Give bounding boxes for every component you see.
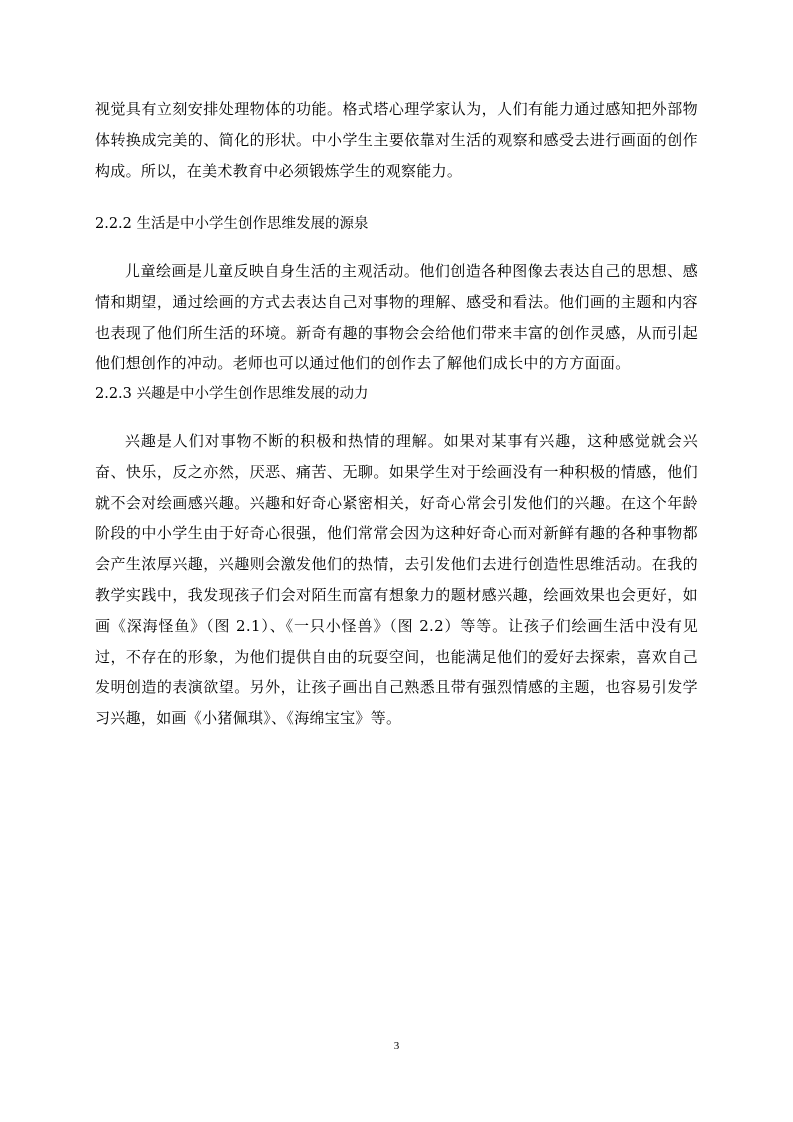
page-number: 3 [393, 1040, 400, 1052]
body-paragraph: 视觉具有立刻安排处理物体的功能。格式塔心理学家认为，人们有能力通过感知把外部物体转换成完美的、简化的形状。中小学生主要依靠对生活的观察和感受去进行画面的创作构成。所以，在美术教育中必须锻炼学生的观察能力。 [95, 100, 698, 180]
body-paragraph: 儿童绘画是儿童反映自身生活的主观活动。他们创造各种图像去表达自己的思想、感情和期望，通过绘画的方式去表达自己对事物的理解、感受和看法。他们画的主题和内容也表现了他们所生活的环境。新奇有趣的事物会会给他们带来丰富的创作灵感，从而引起他们想创作的冲动。老师也可以通过他们的创作去了解他们成长中的方方面面。 [95, 262, 698, 373]
body-paragraph: 兴趣是人们对事物不断的积极和热情的理解。如果对某事有兴趣，这种感觉就会兴奋、快乐，反之亦然，厌恶、痛苦、无聊。如果学生对于绘画没有一种积极的情感，他们就不会对绘画感兴趣。兴趣和好奇心紧密相关，好奇心常会引发他们的兴趣。在这个年龄阶段的中小学生由于好奇心很强，他们常常会因为这种好奇心而对新鲜有趣的各种事物都会产生浓厚兴趣，兴趣则会激发他们的热情，去引发他们去进行创造性思维活动。在我的教学实践中，我发现孩子们会对陌生而富有想象力的题材感兴趣，绘画效果也会更好，如画《深海怪鱼》（图 2.1）、《一只小怪兽》（图 2.2）等等。让孩子们绘画生活中没有见过，不存在的形象，为他们提供自由的玩耍空间，也能满足他们的爱好去探索，喜欢自己发明创造的表演欲望。另外，让孩子画出自己熟悉且带有强烈情感的主题，也容易引发学习兴趣，如画《小猪佩琪》、《海绵宝宝》等。 [95, 432, 698, 728]
section-heading-2-2-3: 2.2.3 兴趣是中小学生创作思维发展的动力 [95, 386, 369, 402]
section-heading-2-2-2: 2.2.2 生活是中小学生创作思维发展的源泉 [95, 216, 369, 232]
